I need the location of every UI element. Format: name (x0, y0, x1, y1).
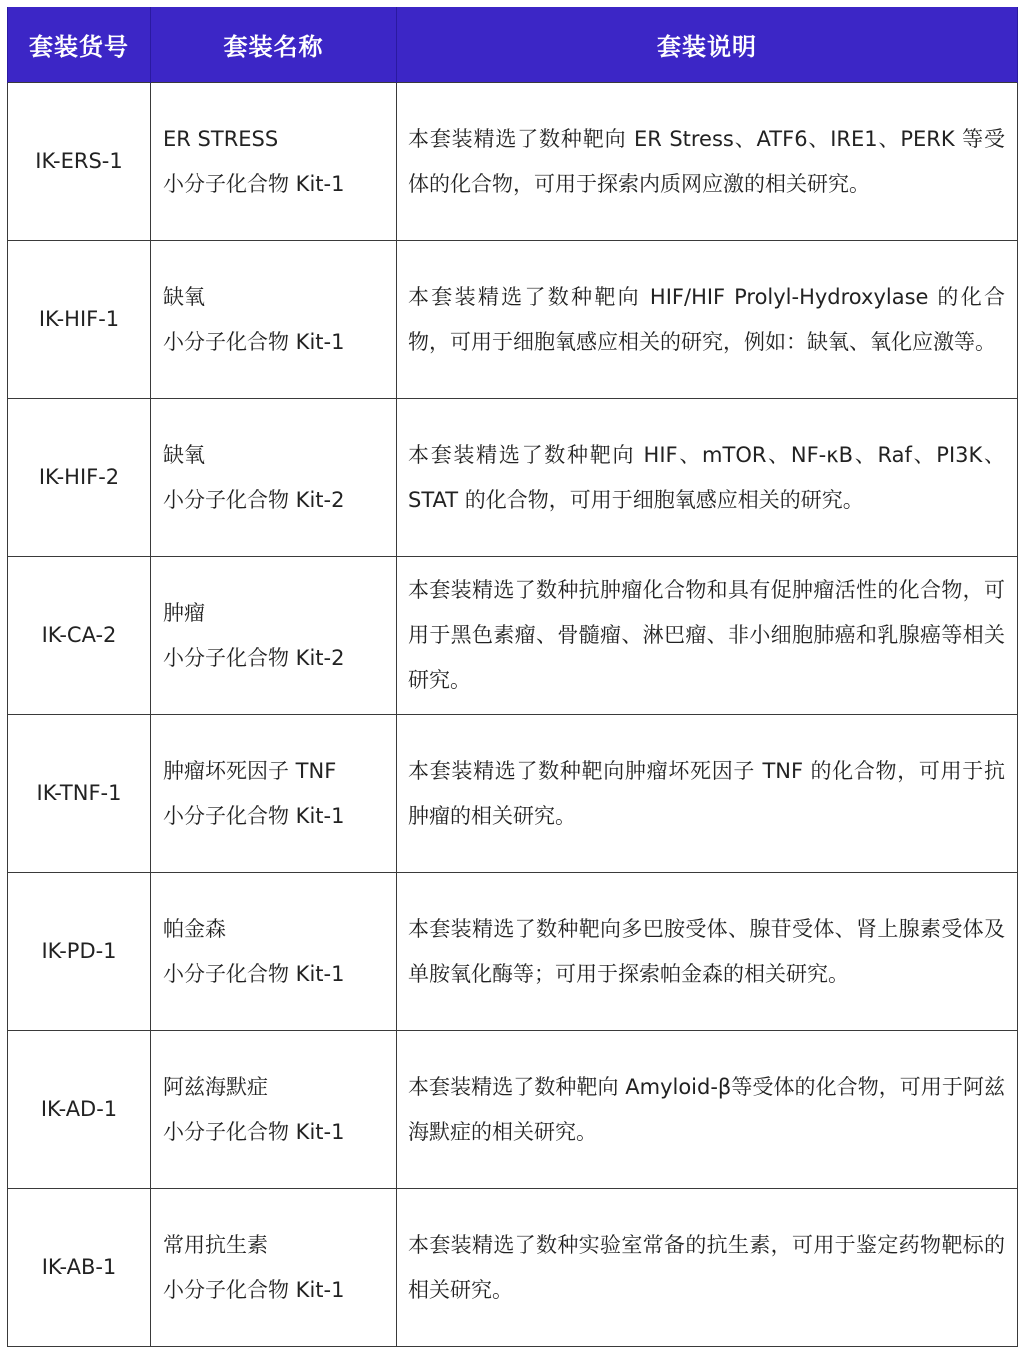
table-row (8, 399, 1018, 557)
table-row (8, 873, 1018, 1031)
kit-name-line2: 小分子化合物 Kit-2 (163, 487, 345, 512)
kit-name-cell (151, 1031, 397, 1189)
header-kit-name: 套装名称 (151, 7, 397, 83)
kit-name-line1: 缺氧 (163, 442, 205, 467)
table-row (8, 1189, 1018, 1347)
kit-name-line2: 小分子化合物 Kit-1 (163, 1119, 345, 1144)
kit-table (7, 7, 1018, 1347)
kit-name-line2: 小分子化合物 Kit-1 (163, 171, 345, 196)
kit-code-cell: IK-CA-2 (8, 557, 151, 715)
kit-code-cell: IK-PD-1 (8, 873, 151, 1031)
kit-name-line1: 常用抗生素 (163, 1232, 268, 1257)
kit-name-line1: ER STRESS (163, 126, 279, 151)
kit-name-line2: 小分子化合物 Kit-1 (163, 961, 345, 986)
kit-name-line1: 肿瘤坏死因子 TNF (163, 758, 337, 783)
kit-description-cell: 本套装精选了数种靶向 ER Stress、ATF6、IRE1、PERK 等受体的化合物，可用于探索内质网应激的相关研究。 (397, 83, 1018, 241)
kit-description-cell: 本套装精选了数种靶向多巴胺受体、腺苷受体、肾上腺素受体及单胺氧化酶等；可用于探索帕金森的相关研究。 (397, 873, 1018, 1031)
kit-description-cell: 本套装精选了数种靶向 HIF、mTOR、NF-κB、Raf、PI3K、STAT 的化合物，可用于细胞氧感应相关的研究。 (397, 399, 1018, 557)
kit-name-line1: 肿瘤 (163, 600, 205, 625)
table-row (8, 83, 1018, 241)
kit-code-cell: IK-AD-1 (8, 1031, 151, 1189)
kit-name-line2: 小分子化合物 Kit-1 (163, 803, 345, 828)
kit-name-cell (151, 399, 397, 557)
kit-name-cell (151, 873, 397, 1031)
kit-name-cell (151, 557, 397, 715)
kit-name-line1: 缺氧 (163, 284, 205, 309)
table-body (8, 83, 1018, 1347)
kit-description-cell: 本套装精选了数种靶向 Amyloid-β等受体的化合物，可用于阿兹海默症的相关研究。 (397, 1031, 1018, 1189)
kit-name-line1: 帕金森 (163, 916, 226, 941)
kit-description-cell: 本套装精选了数种抗肿瘤化合物和具有促肿瘤活性的化合物，可用于黑色素瘤、骨髓瘤、淋巴瘤、非小细胞肺癌和乳腺癌等相关研究。 (397, 557, 1018, 715)
kit-description-cell: 本套装精选了数种靶向 HIF/HIF Prolyl-Hydroxylase 的化合物，可用于细胞氧感应相关的研究，例如：缺氧、氧化应激等。 (397, 241, 1018, 399)
kit-code-cell: IK-ERS-1 (8, 83, 151, 241)
kit-code-cell: IK-TNF-1 (8, 715, 151, 873)
kit-name-line2: 小分子化合物 Kit-1 (163, 329, 345, 354)
kit-name-cell (151, 83, 397, 241)
table-header-row (8, 7, 1018, 83)
kit-code-cell: IK-HIF-1 (8, 241, 151, 399)
kit-description-cell: 本套装精选了数种实验室常备的抗生素，可用于鉴定药物靶标的相关研究。 (397, 1189, 1018, 1347)
kit-name-line1: 阿兹海默症 (163, 1074, 268, 1099)
kit-name-line2: 小分子化合物 Kit-1 (163, 1277, 345, 1302)
kit-description-cell: 本套装精选了数种靶向肿瘤坏死因子 TNF 的化合物，可用于抗肿瘤的相关研究。 (397, 715, 1018, 873)
kit-name-line2: 小分子化合物 Kit-2 (163, 645, 345, 670)
header-kit-description: 套装说明 (397, 7, 1018, 83)
header-kit-code: 套装货号 (8, 7, 151, 83)
kit-name-cell (151, 241, 397, 399)
table-row (8, 557, 1018, 715)
kit-code-cell: IK-HIF-2 (8, 399, 151, 557)
table-row (8, 715, 1018, 873)
kit-name-cell (151, 1189, 397, 1347)
kit-name-cell (151, 715, 397, 873)
table-row (8, 1031, 1018, 1189)
kit-code-cell: IK-AB-1 (8, 1189, 151, 1347)
table-row (8, 241, 1018, 399)
kit-table-container (7, 7, 1017, 1347)
